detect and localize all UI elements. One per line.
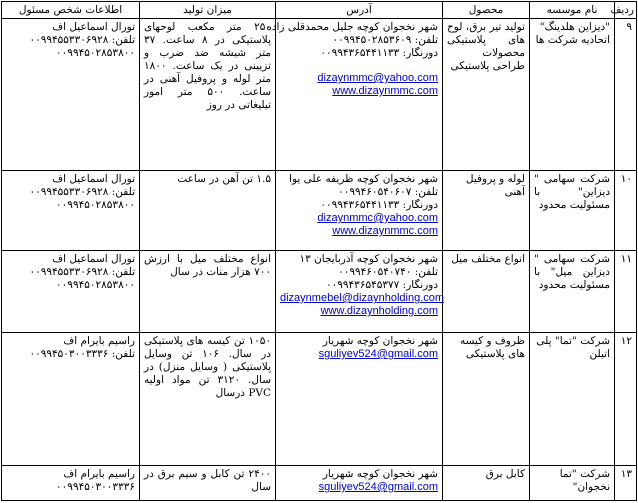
table-row [2,251,637,333]
contact-name: تورال اسماعیل اف [52,173,135,185]
header-row-number: ردیف [615,2,637,19]
contact-phone: تلفن: ۰۰۹۹۴۵۵۳۳۰۶۹۲۸ [29,34,135,46]
contact-phone: تلفن: ۰۰۹۹۴۵۵۳۳۰۶۹۲۸ [29,186,135,198]
header-contact: اطلاعات شخص مسئول [2,2,140,19]
contact-phone-2: ۰۰۹۹۴۵۰۲۸۵۳۸۰۰ [56,47,135,59]
address-cell [276,466,443,501]
address-phone: تلفن: ۰۰۹۹۴۶۰۵۴۰۷۴۰ [338,266,438,278]
address-cell [276,251,443,333]
company-name: شرکت سهامی " دیزاین" با مسئولیت محدود [530,171,615,251]
contact-phone: ۰۰۹۹۴۵۰۳۰۰۳۳۳۶ [56,481,135,493]
row-number: ۱۲ [615,333,637,466]
email-link[interactable]: dizaynmmc@yahoo.com [317,212,438,224]
address-line: شهر نخجوان کوچه جلیل محمدقلی زاده [266,21,438,33]
address-line: شهر نخجوان کوچه ظریفه علی یوا [289,173,438,185]
company-name: شرکت "تما" پلی اتیلن [530,333,615,466]
capacity: ۱.۵ تن آهن در ساعت [140,171,276,251]
capacity: ۱۰۵۰ تن کیسه های پلاستیکی در سال. ۱۰۶ تن وسایل پلاستیکی ( وسایل منزل) در سال. ۳۱۲۰ تن مواد اولیه PVC درسال [140,333,276,466]
contact-name: تورال اسماعیل اف [52,21,135,33]
address-phone: تلفن: ۰۰۹۹۴۶۰۵۴۰۶۰۷ [338,186,438,198]
address-fax: دورنگار: ۰۰۹۹۴۳۶۵۴۵۳۷۷ [325,279,438,291]
header-product: محصول [443,2,530,19]
website-link[interactable]: www.dizaynmmc.com [332,85,438,97]
header-capacity: میزان تولید [140,2,276,19]
capacity: ۲۴۰۰ تن کابل و سیم برق در سال [140,466,276,501]
row-number: ۹ [615,19,637,171]
header-row [2,2,637,19]
product: کابل برق [443,466,530,501]
email-link[interactable]: dizaynmebel@dizaynholding.com [280,292,445,304]
header-address: آدرس [276,2,443,19]
contact-name: راسیم بایرام اف [63,468,135,480]
table-row [2,466,637,501]
contact-phone-2: ۰۰۹۹۴۵۰۲۸۵۳۸۰۰ [56,199,135,211]
capacity: ۲۵۰ متر مکعب لوحهای پلاستیکی در ۸ ساعت. ۳۷ متر شیشه ضد ضرب و تزیینی در یک ساعت. ۱۸۰۰ متر لوله و پروفیل آهنی در ساعت. ۵۰۰ متر امور تیلیغاتی در روز [140,19,276,171]
address-cell [276,333,443,466]
address-line: شهر نخجوان کوچه شهریار [322,335,438,347]
address-line: شهر نخجوان کوچه آذربایجان ۱۳ [299,253,438,265]
contact-cell [2,333,140,466]
company-name: شرکت "تما نخجوان" [530,466,615,501]
table-row [2,19,637,171]
address-fax: دورنگار: ۰۰۹۹۴۳۶۵۴۴۱۱۳۳ [320,199,438,211]
company-table [1,1,637,501]
row-number: ۱۱ [615,251,637,333]
row-number: ۱۰ [615,171,637,251]
table-row [2,171,637,251]
contact-phone-2: ۰۰۹۹۴۵۰۲۸۵۳۸۰۰ [56,279,135,291]
email-link[interactable]: sguliyev524@gmail.com [318,481,438,493]
contact-name: راسیم بایرام اف [63,335,135,347]
website-link[interactable]: www.dizaynmmc.com [332,225,438,237]
contact-cell [2,251,140,333]
product: انواع مختلف میل [443,251,530,333]
address-cell [266,19,443,171]
address-phone: تلفن: ۰۰۹۹۴۵۰۲۸۵۳۶۰۹ [332,34,438,46]
contact-cell [2,19,140,171]
header-company-name: نام موسسه [530,2,615,19]
contact-name: تورال اسماعیل اف [52,253,135,265]
address-line: شهر نخجوان کوچه شهریار [322,468,438,480]
contact-phone: تلفن: ۰۰۹۹۴۵۰۳۰۰۳۳۳۶ [29,348,135,360]
email-link[interactable]: dizaynmmc@yahoo.com [317,72,438,84]
company-name: "دیزاین هلدینگ" اتحادیه شرکت ها [530,19,615,171]
website-link[interactable]: www.dizaynholding.com [320,305,438,317]
capacity: انواع مختلف میل با ارزش ۷۰۰ هزار منات در سال [140,251,276,333]
address-fax: دورنگار: ۰۰۹۹۴۳۶۵۴۴۱۱۳۳ [320,47,438,59]
address-cell [276,171,443,251]
product: تولید تیر برق، لوح های پلاستیکی محصولات طراحی پلاستیکی [443,19,530,171]
table-row [2,333,637,466]
product: لوله و پروفیل آهنی [443,171,530,251]
product: ظروف و کیسه های پلاستیکی [443,333,530,466]
contact-cell [2,466,140,501]
contact-cell [2,171,140,251]
email-link[interactable]: sguliyev524@gmail.com [318,348,438,360]
company-name: شرکت سهامی " دیزاین میل" با مسئولیت محدود [530,251,615,333]
row-number: ۱۳ [615,466,637,501]
contact-phone: تلفن: ۰۰۹۹۴۵۵۳۳۰۶۹۲۸ [29,266,135,278]
